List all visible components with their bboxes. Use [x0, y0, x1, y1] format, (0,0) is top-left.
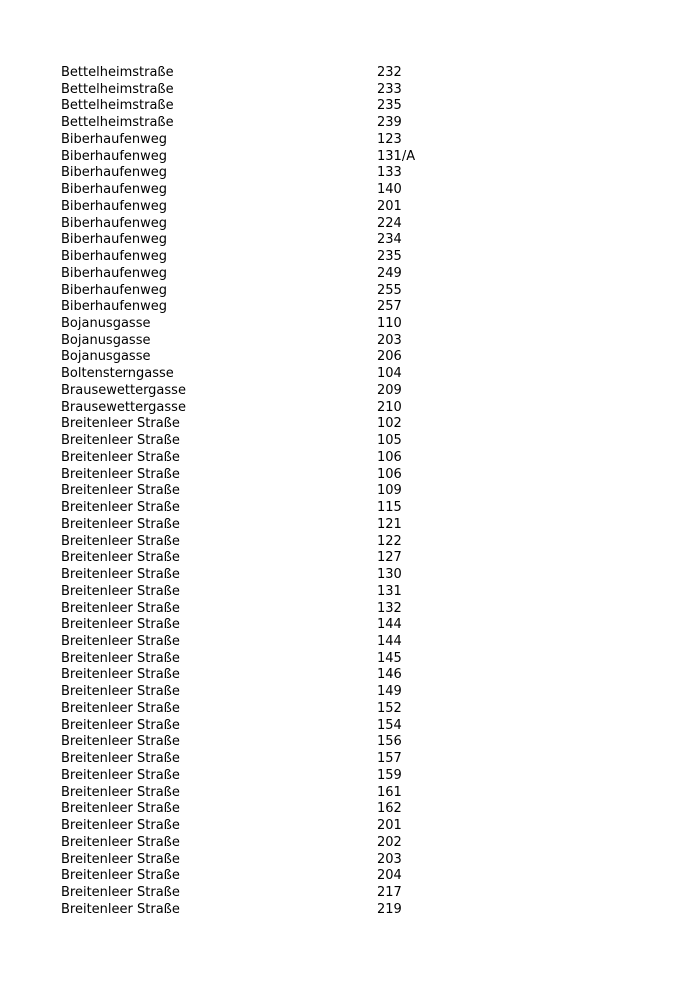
address-rows: [61, 65, 457, 918]
house-number-cell: 131/A: [377, 148, 416, 164]
house-number-cell: 217: [377, 884, 402, 900]
street-name-cell: Biberhaufenweg: [61, 215, 168, 231]
house-number-cell: 255: [377, 282, 402, 298]
table-row: [61, 232, 457, 249]
table-row: [61, 885, 457, 902]
house-number-cell: 162: [377, 801, 402, 817]
house-number-cell: 233: [377, 81, 402, 97]
street-name-cell: Biberhaufenweg: [61, 232, 168, 248]
table-row: [61, 132, 457, 149]
house-number-cell: 224: [377, 215, 402, 231]
street-name-cell: Breitenleer Straße: [61, 868, 180, 884]
house-number-cell: 144: [377, 633, 402, 649]
street-name-cell: Breitenleer Straße: [61, 516, 180, 532]
table-row: [61, 801, 457, 818]
house-number-cell: 127: [377, 550, 402, 566]
street-name-cell: Breitenleer Straße: [61, 884, 180, 900]
table-row: [61, 316, 457, 333]
street-name-cell: Breitenleer Straße: [61, 684, 180, 700]
table-row: [61, 902, 457, 919]
house-number-cell: 115: [377, 500, 402, 516]
table-row: [61, 366, 457, 383]
house-number-cell: 105: [377, 433, 402, 449]
house-number-cell: 154: [377, 717, 402, 733]
table-row: [61, 550, 457, 567]
street-name-cell: Breitenleer Straße: [61, 700, 180, 716]
table-row: [61, 651, 457, 668]
house-number-cell: 234: [377, 232, 402, 248]
table-row: [61, 768, 457, 785]
table-row: [61, 517, 457, 534]
table-row: [61, 299, 457, 316]
table-row: [61, 82, 457, 99]
house-number-cell: 232: [377, 65, 402, 80]
street-name-cell: Breitenleer Straße: [61, 416, 180, 432]
table-row: [61, 65, 457, 82]
house-number-cell: 146: [377, 667, 402, 683]
house-number-cell: 159: [377, 767, 402, 783]
house-number-cell: 122: [377, 533, 402, 549]
street-name-cell: Biberhaufenweg: [61, 165, 168, 181]
table-row: [61, 667, 457, 684]
street-name-cell: Breitenleer Straße: [61, 633, 180, 649]
table-row: [61, 852, 457, 869]
street-name-cell: Brausewettergasse: [61, 399, 186, 415]
house-number-cell: 131: [377, 583, 402, 599]
street-name-cell: Brausewettergasse: [61, 382, 186, 398]
table-row: [61, 149, 457, 166]
table-row: [61, 450, 457, 467]
house-number-cell: 144: [377, 617, 402, 633]
street-name-cell: Breitenleer Straße: [61, 449, 180, 465]
table-row: [61, 333, 457, 350]
table-row: [61, 165, 457, 182]
street-name-cell: Biberhaufenweg: [61, 265, 168, 281]
table-row: [61, 634, 457, 651]
house-number-cell: 130: [377, 567, 402, 583]
street-name-cell: Breitenleer Straße: [61, 466, 180, 482]
street-name-cell: Biberhaufenweg: [61, 249, 168, 265]
street-name-cell: Breitenleer Straße: [61, 433, 180, 449]
table-row: [61, 584, 457, 601]
street-name-cell: Breitenleer Straße: [61, 550, 180, 566]
street-name-cell: Bojanusgasse: [61, 316, 151, 332]
house-number-cell: 257: [377, 299, 402, 315]
house-number-cell: 206: [377, 349, 402, 365]
street-name-cell: Breitenleer Straße: [61, 567, 180, 583]
table-row: [61, 534, 457, 551]
house-number-cell: 249: [377, 265, 402, 281]
house-number-cell: 239: [377, 115, 402, 131]
table-row: [61, 601, 457, 618]
table-row: [61, 617, 457, 634]
street-name-cell: Breitenleer Straße: [61, 533, 180, 549]
street-name-cell: Breitenleer Straße: [61, 901, 180, 917]
house-number-cell: 145: [377, 650, 402, 666]
street-name-cell: Bojanusgasse: [61, 349, 151, 365]
table-row: [61, 567, 457, 584]
street-name-cell: Breitenleer Straße: [61, 818, 180, 834]
table-row: [61, 283, 457, 300]
house-number-cell: 235: [377, 249, 402, 265]
street-name-cell: Biberhaufenweg: [61, 282, 168, 298]
street-name-cell: Bettelheimstraße: [61, 115, 174, 131]
table-row: [61, 182, 457, 199]
house-number-cell: 110: [377, 316, 402, 332]
street-name-cell: Biberhaufenweg: [61, 299, 168, 315]
house-number-cell: 132: [377, 600, 402, 616]
table-row: [61, 115, 457, 132]
street-name-cell: Breitenleer Straße: [61, 483, 180, 499]
table-row: [61, 249, 457, 266]
table-row: [61, 701, 457, 718]
house-number-cell: 161: [377, 784, 402, 800]
house-number-cell: 106: [377, 449, 402, 465]
table-row: [61, 483, 457, 500]
house-number-cell: 203: [377, 332, 402, 348]
table-row: [61, 751, 457, 768]
house-number-cell: 149: [377, 684, 402, 700]
table-row: [61, 216, 457, 233]
house-number-cell: 140: [377, 182, 402, 198]
table-row: [61, 266, 457, 283]
street-name-cell: Breitenleer Straße: [61, 834, 180, 850]
house-number-cell: 209: [377, 382, 402, 398]
street-name-cell: Biberhaufenweg: [61, 182, 168, 198]
street-name-cell: Breitenleer Straße: [61, 751, 180, 767]
street-name-cell: Bettelheimstraße: [61, 81, 174, 97]
street-name-cell: Breitenleer Straße: [61, 617, 180, 633]
table-row: [61, 400, 457, 417]
house-number-cell: 109: [377, 483, 402, 499]
house-number-cell: 204: [377, 868, 402, 884]
house-number-cell: 104: [377, 366, 402, 382]
house-number-cell: 156: [377, 734, 402, 750]
table-row: [61, 868, 457, 885]
house-number-cell: 202: [377, 834, 402, 850]
table-row: [61, 416, 457, 433]
table-row: [61, 835, 457, 852]
house-number-cell: 133: [377, 165, 402, 181]
house-number-cell: 219: [377, 901, 402, 917]
house-number-cell: 201: [377, 818, 402, 834]
table-row: [61, 199, 457, 216]
house-number-cell: 106: [377, 466, 402, 482]
street-name-cell: Breitenleer Straße: [61, 600, 180, 616]
house-number-cell: 102: [377, 416, 402, 432]
table-row: [61, 383, 457, 400]
street-name-cell: Breitenleer Straße: [61, 851, 180, 867]
house-number-cell: 210: [377, 399, 402, 415]
table-row: [61, 349, 457, 366]
street-name-cell: Breitenleer Straße: [61, 500, 180, 516]
street-name-cell: Bettelheimstraße: [61, 65, 174, 80]
street-name-cell: Breitenleer Straße: [61, 667, 180, 683]
address-table: [61, 65, 457, 918]
table-row: [61, 433, 457, 450]
street-name-cell: Biberhaufenweg: [61, 148, 168, 164]
house-number-cell: 235: [377, 98, 402, 114]
street-name-cell: Breitenleer Straße: [61, 734, 180, 750]
street-name-cell: Breitenleer Straße: [61, 650, 180, 666]
street-name-cell: Boltensterngasse: [61, 366, 174, 382]
table-row: [61, 500, 457, 517]
house-number-cell: 157: [377, 751, 402, 767]
street-name-cell: Breitenleer Straße: [61, 767, 180, 783]
street-name-cell: Breitenleer Straße: [61, 784, 180, 800]
street-name-cell: Bettelheimstraße: [61, 98, 174, 114]
street-name-cell: Biberhaufenweg: [61, 131, 168, 147]
table-row: [61, 98, 457, 115]
house-number-cell: 203: [377, 851, 402, 867]
street-name-cell: Biberhaufenweg: [61, 198, 168, 214]
street-name-cell: Breitenleer Straße: [61, 583, 180, 599]
table-row: [61, 684, 457, 701]
street-name-cell: Bojanusgasse: [61, 332, 151, 348]
house-number-cell: 121: [377, 516, 402, 532]
house-number-cell: 123: [377, 131, 402, 147]
table-row: [61, 785, 457, 802]
street-name-cell: Breitenleer Straße: [61, 801, 180, 817]
house-number-cell: 201: [377, 198, 402, 214]
table-row: [61, 718, 457, 735]
house-number-cell: 152: [377, 700, 402, 716]
table-row: [61, 467, 457, 484]
street-name-cell: Breitenleer Straße: [61, 717, 180, 733]
table-row: [61, 734, 457, 751]
table-row: [61, 818, 457, 835]
